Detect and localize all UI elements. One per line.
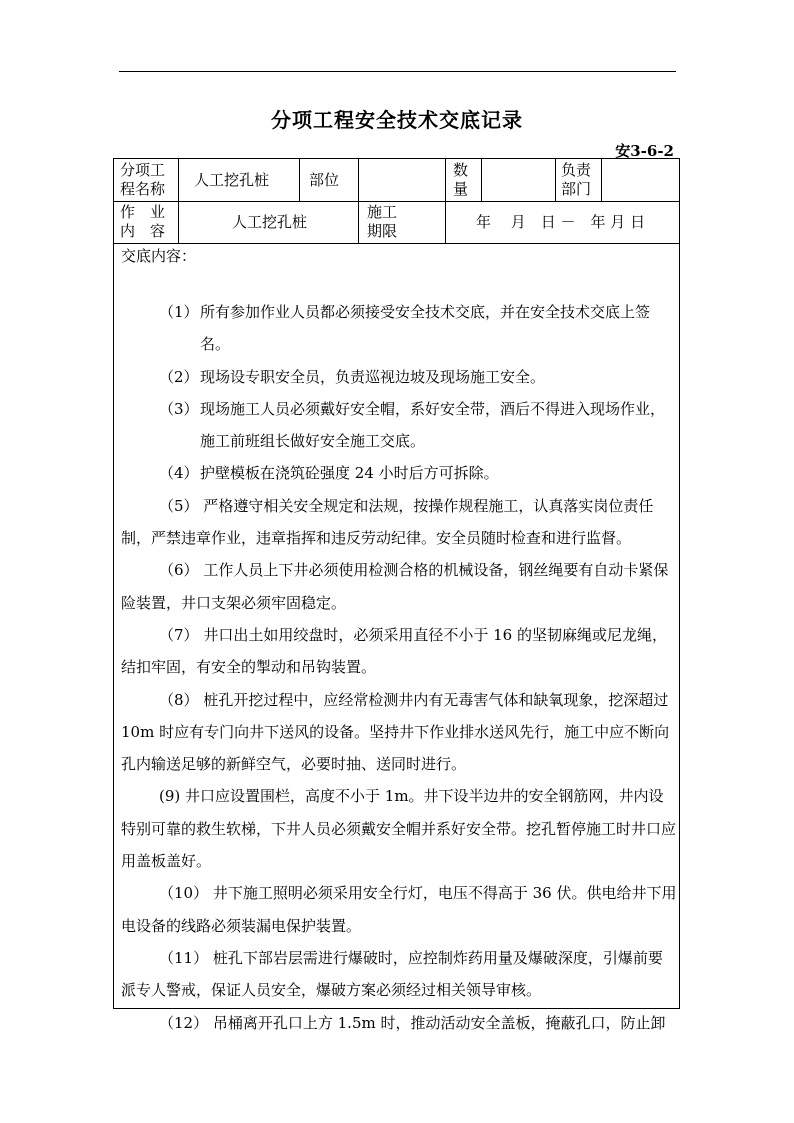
item-text: 桩孔开挖过程中，应经常检测井内有无毒害气体和缺氧现象，挖深超过 10m 时应有专门向井下送风的设备。坚持井下作业排水送风先行，施工中应不断向孔内输送足够的新鲜空气，必要时抽、送同时进行。 [121, 690, 670, 774]
page-title: 分项工程安全技术交底记录 [271, 108, 523, 132]
col-divider [555, 159, 556, 201]
item-number: （12） [159, 1013, 209, 1032]
item-number: （3） [159, 399, 199, 418]
item-text: 吊桶离开孔口上方 1.5m 时，推动活动安全盖板，掩蔽孔口，防止卸 [208, 1013, 666, 1032]
disclosure-heading: 交底内容： [121, 247, 197, 265]
disclosure-item [121, 490, 677, 555]
row-divider [114, 201, 679, 202]
item-number: （4） [159, 464, 199, 483]
form-code: 安3-6-2 [615, 142, 674, 160]
col-divider [481, 159, 482, 201]
item-text: 井口出土如用绞盘时，必须采用直径不小于 16 的坚韧麻绳或尼龙绳，结扣牢固，有安全的掣动和吊钩装置。 [121, 625, 667, 677]
disclosure-item [121, 393, 677, 458]
item-text: 工作人员上下井必须使用检测合格的机械设备，钢丝绳要有自动卡紧保险装置，井口支架必须牢固稳定。 [121, 561, 669, 612]
item-text: 所有参加作业人员都必须接受安全技术交底，并在安全技术交底上签 名。 [200, 303, 651, 354]
work-content-label: 作 业 内 容 [120, 203, 166, 240]
item-number: （8） [159, 690, 199, 709]
disclosure-item [121, 877, 677, 942]
item-number: （7） [159, 625, 199, 644]
disclosure-item [121, 361, 677, 393]
location-label: 部位 [309, 171, 340, 189]
period-label: 施工 期限 [367, 203, 398, 240]
item-number: （2） [159, 367, 199, 386]
col-divider [601, 159, 602, 201]
item-text: 井口应设置围栏，高度不小于 1m。井下设半边井的安全钢筋网，井内设特别可靠的救生软梯，下井人员必须戴安全帽并系好安全带。挖孔暂停施工时井口应用盖板盖好。 [121, 787, 677, 871]
col-divider [178, 201, 179, 243]
col-divider [358, 159, 359, 243]
col-divider [178, 159, 179, 201]
header-rule [119, 71, 676, 72]
item-number: (9) [159, 787, 181, 806]
item-text: 井下施工照明必须采用安全行灯，电压不得高于 36 伏。供电给井下用电设备的线路必须装漏电保护装置。 [121, 884, 677, 935]
work-content-value: 人工挖孔桩 [232, 213, 308, 231]
item-number: （11） [159, 948, 209, 967]
period-value: 年 月 日 － 年 月 日 [476, 213, 646, 231]
project-name-value: 人工挖孔桩 [194, 171, 270, 189]
disclosure-items [121, 296, 677, 1039]
col-divider [299, 159, 300, 201]
item-number: （6） [159, 561, 199, 580]
disclosure-content [121, 246, 677, 1039]
disclosure-item [121, 457, 677, 489]
disclosure-item [121, 554, 677, 619]
disclosure-item [121, 619, 677, 684]
department-label: 负责 部门 [561, 161, 592, 198]
project-name-label: 分项工 程名称 [120, 161, 166, 198]
disclosure-item [121, 942, 677, 1007]
disclosure-item [121, 1007, 677, 1039]
item-text: 桩孔下部岩层需进行爆破时，应控制炸药用量及爆破深度，引爆前要派专人警戒，保证人员安全，爆破方案必须经过相关领导审核。 [121, 948, 663, 1000]
disclosure-item [121, 684, 677, 781]
item-text: 现场设专职安全员，负责巡视边坡及现场施工安全。 [200, 367, 546, 386]
item-number: （5） [159, 496, 199, 515]
item-text: 现场施工人员必须戴好安全帽，系好安全带，酒后不得进入现场作业， 施工前班组长做好安全施工交底。 [200, 399, 666, 451]
row-divider [114, 243, 679, 244]
quantity-label: 数 量 [453, 161, 469, 198]
item-text: 护壁模板在浇筑砼强度 24 小时后方可拆除。 [200, 464, 499, 483]
item-number: （1） [159, 303, 199, 321]
item-number: （10） [159, 884, 209, 903]
item-text: 严格遵守相关安全规定和法规，按操作规程施工，认真落实岗位责任制，严禁违章作业，违章指挥和违反劳动纪律。安全员随时检查和进行监督。 [121, 496, 654, 548]
disclosure-item [121, 780, 677, 877]
col-divider [445, 159, 446, 243]
disclosure-item [121, 296, 677, 361]
